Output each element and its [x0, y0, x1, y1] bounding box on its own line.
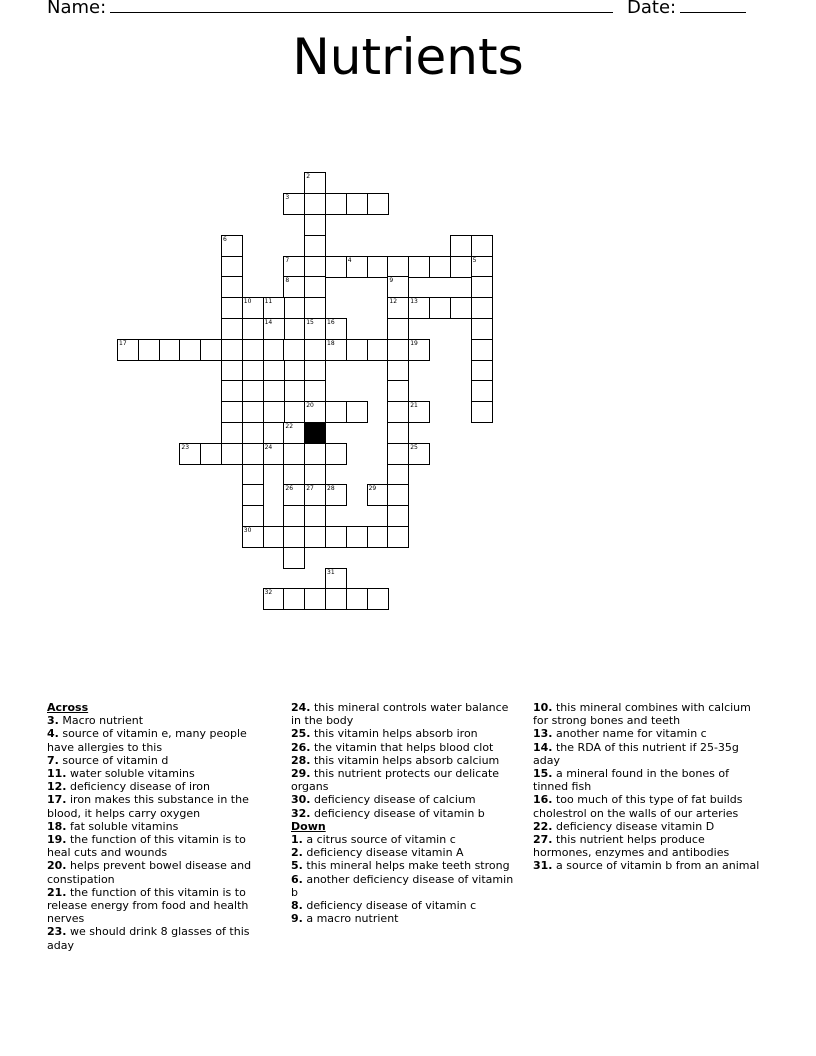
grid-cell[interactable] [159, 339, 181, 361]
grid-cell[interactable] [200, 443, 222, 465]
clue-item [533, 793, 763, 819]
clue-number: 16. [533, 793, 553, 807]
clue-number: 10 [243, 298, 252, 306]
grid-cell[interactable] [304, 339, 326, 361]
clues-column-1 [47, 701, 261, 952]
grid-cell[interactable] [325, 401, 347, 423]
clues-column-3 [533, 701, 763, 873]
clue-item [291, 741, 521, 754]
grid-cell[interactable] [367, 339, 389, 361]
grid-cell[interactable] [304, 193, 326, 215]
grid-cell[interactable] [283, 484, 305, 506]
grid-cell[interactable] [387, 505, 409, 527]
grid-cell[interactable] [429, 297, 451, 319]
grid-cell[interactable] [283, 339, 305, 361]
clue-number: 26. [291, 740, 311, 754]
grid-cell[interactable] [283, 256, 305, 278]
grid-cell[interactable] [471, 360, 493, 382]
grid-cell[interactable] [304, 297, 326, 319]
clue-item [47, 833, 261, 859]
clue-number: 21 [410, 402, 418, 410]
grid-cell[interactable] [471, 256, 493, 278]
clue-text: too much of this type of fat builds cholestrol on the walls of our arteries [533, 793, 743, 820]
grid-cell[interactable] [325, 568, 347, 590]
clue-item [533, 741, 763, 767]
grid-cell[interactable] [242, 484, 264, 506]
clue-item [533, 727, 763, 740]
grid-cell[interactable] [242, 297, 264, 319]
grid-cell[interactable] [304, 214, 326, 236]
grid-cell[interactable] [283, 276, 305, 298]
clue-number: 1. [291, 833, 303, 847]
black-cell [304, 422, 326, 444]
grid-cell[interactable] [304, 360, 326, 382]
clue-number: 9 [389, 277, 394, 285]
clue-number: 11. [47, 767, 67, 781]
grid-cell[interactable] [304, 484, 326, 506]
grid-cell[interactable] [283, 526, 305, 548]
grid-cell[interactable] [283, 193, 305, 215]
clue-text: this vitamin helps absorb iron [310, 727, 478, 741]
grid-cell[interactable] [471, 339, 493, 361]
grid-cell[interactable] [263, 318, 285, 340]
clue-number: 24. [291, 701, 311, 714]
grid-cell[interactable] [304, 464, 326, 486]
clue-item [291, 859, 521, 872]
grid-cell[interactable] [200, 339, 222, 361]
clue-number: 22 [285, 423, 294, 430]
clue-text: source of vitamin d [58, 753, 169, 767]
clue-item [291, 701, 521, 727]
clue-number: 30 [243, 527, 252, 534]
grid-cell[interactable] [304, 235, 326, 257]
clue-number: 32 [264, 589, 273, 597]
down-heading: Down [291, 819, 326, 833]
grid-cell[interactable] [283, 464, 305, 486]
grid-cell[interactable] [263, 443, 285, 465]
clue-number: 26 [285, 485, 294, 493]
clue-text: the vitamin that helps blood clot [310, 740, 494, 754]
grid-cell[interactable] [242, 380, 264, 402]
clue-number: 5 [472, 256, 477, 264]
clue-item [291, 727, 521, 740]
grid-cell[interactable] [242, 339, 264, 361]
clue-list-across-1 [47, 714, 261, 952]
date-label: Date: [627, 0, 677, 18]
grid-cell[interactable] [325, 339, 347, 361]
clue-text: iron makes this substance in the blood, it helps carry oxygen [47, 793, 249, 820]
clue-number: 6 [223, 235, 227, 243]
clue-number: 20 [306, 402, 314, 410]
clue-number: 6. [291, 872, 303, 886]
grid-cell[interactable] [471, 380, 493, 402]
across-heading: Across [47, 701, 89, 714]
clue-text: this nutrient helps produce hormones, enzymes and antibodies [533, 833, 730, 860]
clue-number: 4. [47, 727, 59, 741]
clue-item [47, 793, 261, 819]
grid-cell[interactable] [450, 235, 472, 257]
clue-text: this mineral controls water balance in the body [291, 701, 509, 728]
grid-cell[interactable] [283, 422, 305, 444]
grid-cell[interactable] [325, 484, 347, 506]
grid-cell[interactable] [263, 297, 285, 319]
clue-text: the function of this vitamin is to heal cuts and wounds [47, 833, 246, 860]
grid-cell[interactable] [387, 526, 409, 548]
clue-item [291, 754, 521, 767]
clue-number: 12 [389, 298, 398, 306]
clue-number: 16 [327, 319, 335, 326]
clue-text: deficiency disease vitamin A [302, 846, 464, 860]
clue-number: 29. [291, 767, 311, 781]
clue-item [291, 846, 521, 859]
clue-number: 25. [291, 727, 311, 741]
clue-item [47, 767, 261, 780]
grid-cell[interactable] [117, 339, 139, 361]
grid-cell[interactable] [408, 256, 430, 278]
clue-text: this mineral helps make teeth strong [302, 859, 510, 873]
grid-cell[interactable] [283, 401, 305, 423]
grid-cell[interactable] [242, 318, 264, 340]
grid-cell[interactable] [387, 276, 409, 298]
clue-text: deficiency disease of calcium [310, 793, 476, 807]
clue-number: 4 [347, 256, 352, 264]
clue-item [291, 793, 521, 806]
grid-cell[interactable] [387, 422, 409, 444]
clue-number: 15 [306, 319, 314, 326]
name-label: Name: [47, 0, 107, 18]
grid-cell[interactable] [221, 235, 243, 257]
grid-cell[interactable] [387, 443, 409, 465]
grid-cell[interactable] [304, 318, 326, 340]
grid-cell[interactable] [387, 339, 409, 361]
grid-cell[interactable] [325, 588, 347, 610]
grid-cell[interactable] [263, 380, 285, 402]
clue-number: 19. [47, 833, 67, 847]
grid-cell[interactable] [283, 360, 305, 382]
clue-text: water soluble vitamins [66, 767, 195, 781]
clue-text: we should drink 8 glasses of this aday [47, 925, 250, 952]
grid-cell[interactable] [387, 380, 409, 402]
clue-number: 31. [533, 859, 553, 873]
grid-cell[interactable] [242, 443, 264, 465]
clue-text: this vitamin helps absorb calcium [310, 753, 500, 767]
grid-cell[interactable] [346, 588, 368, 610]
grid-cell[interactable] [179, 443, 201, 465]
grid-cell[interactable] [346, 526, 368, 548]
grid-cell[interactable] [387, 464, 409, 486]
grid-cell[interactable] [387, 360, 409, 382]
grid-cell[interactable] [283, 297, 305, 319]
grid-cell[interactable] [221, 401, 243, 423]
clue-text: Macro nutrient [58, 714, 144, 728]
clue-number: 3. [47, 714, 59, 728]
grid-cell[interactable] [367, 256, 389, 278]
grid-cell[interactable] [242, 401, 264, 423]
grid-cell[interactable] [221, 256, 243, 278]
clue-number: 13 [410, 298, 418, 306]
clue-text: another name for vitamin c [552, 727, 707, 741]
grid-cell[interactable] [429, 256, 451, 278]
clue-text: fat soluble vitamins [66, 819, 179, 833]
grid-cell[interactable] [263, 588, 285, 610]
grid-cell[interactable] [325, 526, 347, 548]
clue-number: 21. [47, 885, 67, 899]
clue-item [533, 833, 763, 859]
grid-cell[interactable] [263, 401, 285, 423]
grid-cell[interactable] [304, 588, 326, 610]
grid-cell[interactable] [242, 505, 264, 527]
grid-cell[interactable] [471, 318, 493, 340]
clue-number: 27 [306, 485, 314, 493]
clue-number: 20. [47, 859, 67, 873]
grid-cell[interactable] [367, 588, 389, 610]
clue-list-across-2 [291, 701, 521, 820]
grid-cell[interactable] [304, 505, 326, 527]
grid-cell[interactable] [408, 297, 430, 319]
grid-cell[interactable] [325, 256, 347, 278]
clue-number: 30. [291, 793, 311, 807]
clue-number: 27. [533, 833, 553, 847]
clue-text: the RDA of this nutrient if 25-35g aday [533, 740, 739, 767]
grid-cell[interactable] [138, 339, 160, 361]
clue-number: 7 [285, 256, 290, 264]
clue-item [533, 701, 763, 727]
grid-cell[interactable] [304, 443, 326, 465]
grid-cell[interactable] [471, 297, 493, 319]
clue-number: 19 [410, 339, 418, 347]
clue-number: 11 [264, 298, 273, 306]
clue-number: 18 [327, 339, 335, 347]
grid-cell[interactable] [408, 401, 430, 423]
grid-cell[interactable] [242, 422, 264, 444]
clue-number: 13. [533, 727, 553, 741]
clue-number: 10. [533, 701, 553, 714]
grid-cell[interactable] [263, 360, 285, 382]
grid-cell[interactable] [263, 339, 285, 361]
clue-number: 8 [285, 277, 290, 285]
clue-item [47, 714, 261, 727]
grid-cell[interactable] [325, 443, 347, 465]
clue-number: 2. [291, 846, 303, 860]
clue-number: 15. [533, 767, 553, 781]
clue-number: 3 [285, 194, 290, 202]
grid-cell[interactable] [221, 360, 243, 382]
clue-number: 29 [368, 485, 377, 493]
clue-item [291, 833, 521, 846]
grid-cell[interactable] [325, 193, 347, 215]
grid-cell[interactable] [346, 339, 368, 361]
grid-cell[interactable] [221, 443, 243, 465]
clue-item [47, 727, 261, 753]
grid-cell[interactable] [283, 547, 305, 569]
grid-cell[interactable] [221, 422, 243, 444]
clue-text: another deficiency disease of vitamin b [291, 872, 514, 899]
clue-number: 2 [306, 173, 311, 181]
clue-text: deficiency disease vitamin D [552, 819, 715, 833]
grid-cell[interactable] [471, 276, 493, 298]
grid-cell[interactable] [242, 360, 264, 382]
grid-cell[interactable] [387, 297, 409, 319]
grid-cell[interactable] [221, 297, 243, 319]
clue-item [291, 899, 521, 912]
clue-number: 9. [291, 912, 303, 926]
clue-text: a macro nutrient [302, 912, 399, 926]
clue-list-down-1 [291, 833, 521, 925]
clue-text: a mineral found in the bones of tinned fish [533, 767, 729, 794]
clue-item [291, 912, 521, 925]
clue-number: 17. [47, 793, 67, 807]
grid-cell[interactable] [367, 193, 389, 215]
clue-number: 17 [119, 339, 127, 347]
clue-text: this mineral combines with calcium for strong bones and teeth [533, 701, 751, 728]
clue-item [47, 925, 261, 951]
grid-cell[interactable] [304, 172, 326, 194]
clue-number: 32. [291, 806, 311, 820]
grid-cell[interactable] [179, 339, 201, 361]
clue-text: this nutrient protects our delicate organs [291, 767, 500, 794]
clue-number: 12. [47, 780, 67, 794]
grid-cell[interactable] [325, 318, 347, 340]
clue-text: a source of vitamin b from an animal [552, 859, 760, 873]
grid-cell[interactable] [304, 526, 326, 548]
grid-cell[interactable] [408, 443, 430, 465]
clue-text: deficiency disease of vitamin c [302, 899, 477, 913]
clue-number: 5. [291, 859, 303, 873]
clue-text: helps prevent bowel disease and constipation [47, 859, 252, 886]
grid-cell[interactable] [367, 484, 389, 506]
grid-cell[interactable] [283, 318, 305, 340]
clue-item [291, 873, 521, 899]
grid-cell[interactable] [263, 526, 285, 548]
clue-number: 23. [47, 925, 67, 939]
grid-cell[interactable] [304, 256, 326, 278]
grid-cell[interactable] [283, 443, 305, 465]
grid-cell[interactable] [450, 297, 472, 319]
clue-item [291, 767, 521, 793]
grid-cell[interactable] [283, 505, 305, 527]
clue-item [47, 886, 261, 926]
clue-text: a citrus source of vitamin c [302, 833, 456, 847]
clue-text: source of vitamin e, many people have allergies to this [47, 727, 247, 754]
clue-item [47, 859, 261, 885]
grid-cell[interactable] [304, 276, 326, 298]
grid-cell[interactable] [304, 380, 326, 402]
grid-cell[interactable] [408, 339, 430, 361]
clue-number: 28 [327, 485, 335, 493]
clue-number: 14. [533, 740, 553, 754]
grid-cell[interactable] [387, 401, 409, 423]
grid-cell[interactable] [221, 276, 243, 298]
grid-cell[interactable] [221, 380, 243, 402]
grid-cell[interactable] [221, 339, 243, 361]
clue-item [291, 807, 521, 820]
grid-cell[interactable] [471, 401, 493, 423]
clue-text: deficiency disease of iron [66, 780, 210, 794]
grid-cell[interactable] [387, 318, 409, 340]
clue-number: 25 [410, 443, 418, 451]
grid-cell[interactable] [283, 588, 305, 610]
clue-item [47, 820, 261, 833]
clue-item [533, 859, 763, 872]
clue-number: 18. [47, 819, 67, 833]
grid-cell[interactable] [221, 318, 243, 340]
grid-cell[interactable] [242, 464, 264, 486]
clue-list-down-2 [533, 701, 763, 873]
clue-number: 22. [533, 819, 553, 833]
clues-column-2 [291, 701, 521, 925]
grid-cell[interactable] [346, 401, 368, 423]
page-title: Nutrients [292, 28, 524, 86]
grid-cell[interactable] [346, 256, 368, 278]
grid-cell[interactable] [387, 256, 409, 278]
clue-number: 31 [327, 568, 335, 576]
clue-number: 7. [47, 753, 59, 767]
clue-number: 14 [264, 319, 273, 326]
clue-text: deficiency disease of vitamin b [310, 806, 485, 820]
clue-number: 8. [291, 899, 303, 913]
clue-item [47, 780, 261, 793]
grid-cell[interactable] [242, 526, 264, 548]
clue-item [533, 820, 763, 833]
grid-cell[interactable] [367, 526, 389, 548]
grid-cell[interactable] [471, 235, 493, 257]
clue-number: 24 [264, 443, 273, 451]
grid-cell[interactable] [304, 401, 326, 423]
clue-text: the function of this vitamin is to release energy from food and health nerves [47, 885, 249, 926]
grid-cell[interactable] [450, 256, 472, 278]
clue-number: 23 [181, 443, 190, 451]
clue-number: 28. [291, 753, 311, 767]
clue-item [47, 754, 261, 767]
grid-cell[interactable] [283, 380, 305, 402]
clue-item [533, 767, 763, 793]
grid-cell[interactable] [387, 484, 409, 506]
grid-cell[interactable] [346, 193, 368, 215]
